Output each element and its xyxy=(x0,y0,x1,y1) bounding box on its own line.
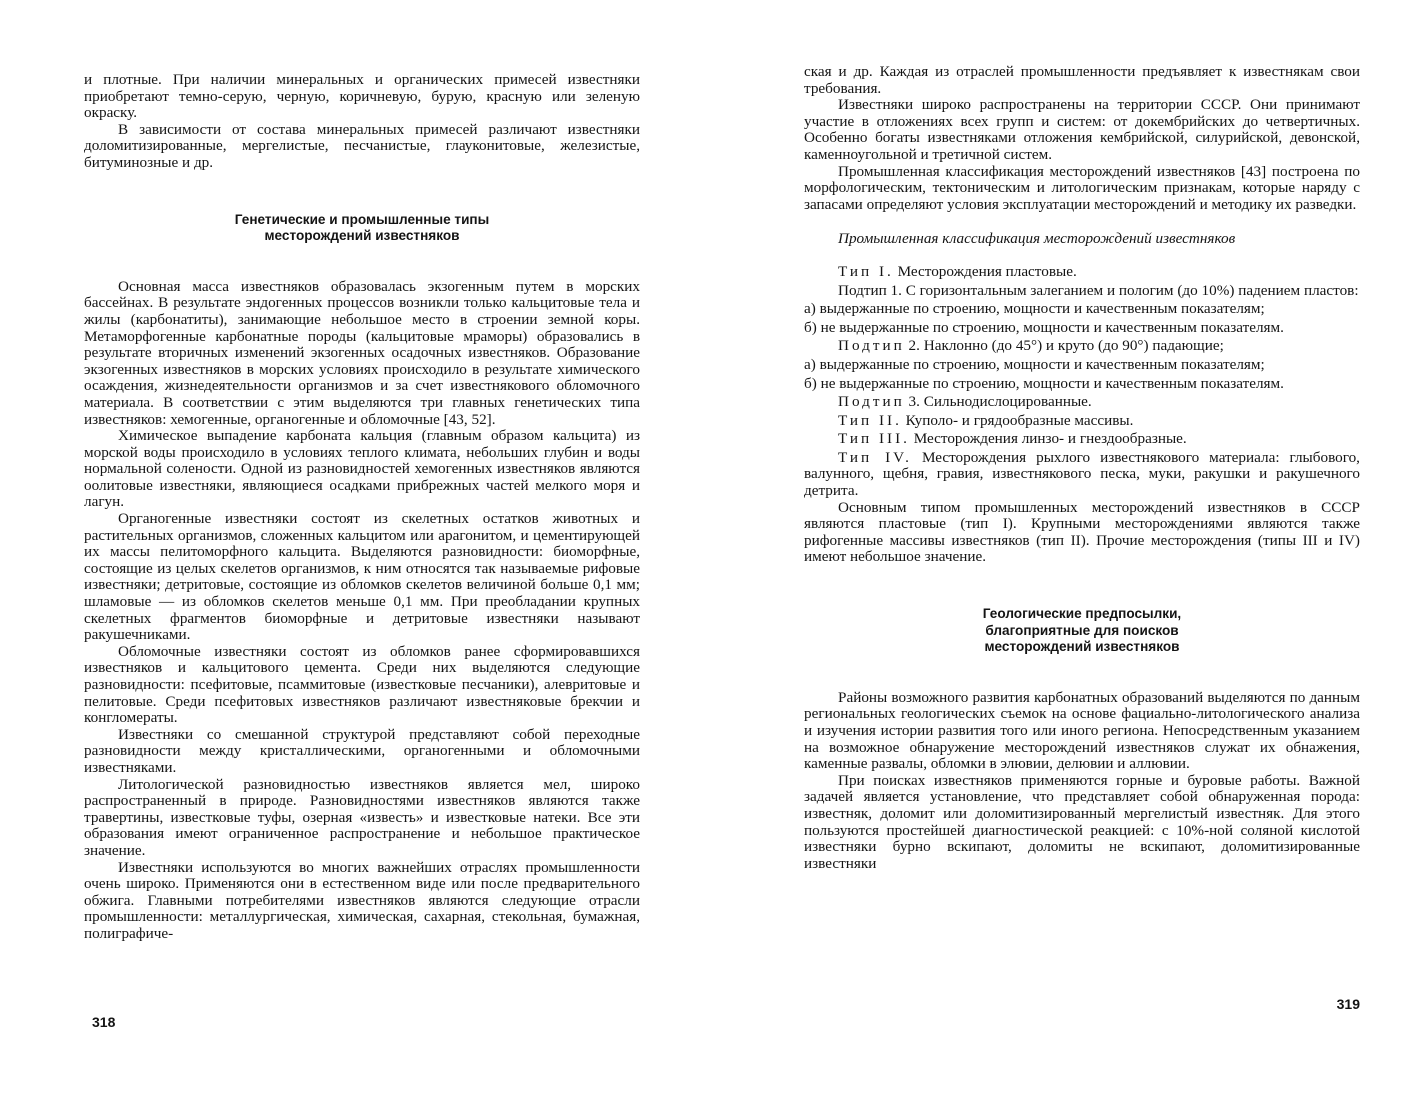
paragraph: ская и др. Каждая из отраслей промышленности предъявляет к известнякам свои требования. xyxy=(804,63,1360,97)
type-text: Месторождения рыхлого известнякового материала: глыбового, валунного, щебня, гравия, известнякового песка, муки, ракушки и ракушечного детрита. xyxy=(804,448,1360,500)
right-page-text xyxy=(804,64,1360,872)
subtype-text: 2. Наклонно (до 45°) и круто (до 90°) падающие; xyxy=(908,337,1224,355)
classification-item: а) выдержанные по строению, мощности и качественным показателям; xyxy=(804,300,1265,318)
heading-line: Генетические и промышленные типы xyxy=(234,211,490,227)
subtype-text: 3. Сильнодислоцированные. xyxy=(908,393,1092,411)
heading-line: благоприятные для поисков xyxy=(985,622,1179,638)
type-label: Тип II. xyxy=(838,411,902,429)
type-label: Тип I. xyxy=(838,262,894,280)
page-number: 318 xyxy=(92,1014,116,1030)
classification-item: б) не выдержанные по строению, мощности и качественным показателям. xyxy=(804,318,1284,336)
classification-item: а) выдержанные по строению, мощности и качественным показателям; xyxy=(804,355,1265,373)
subtype-label: Подтип xyxy=(838,393,905,411)
left-page xyxy=(84,0,640,1112)
paragraph: Основная масса известняков образовалась экзогенным путем в морских бассейнах. В результате эндогенных процессов возникли только кальцитовые тела и жилы (карбонатиты), занимающие небольшое место в строении земной коры. Метаморфогенные карбонатные породы (кальцитовые мраморы) образовались в результате вторичных изменений экзогенных осадочных известняков. Образование экзогенных известняков в морских условиях происходило в результате химического осаждения, жизнедеятельности организмов и за счет известнякового обломочного материала. В соответствии с этим выделяются три главных генетических типа известняков: хемогенные, органогенные и обломочные [43, 52]. xyxy=(84,277,640,428)
classification-item: Подтип 1. С горизонтальным залеганием и пологим (до 10%) падением пластов: xyxy=(838,281,1359,299)
paragraph: Органогенные известняки состоят из скелетных остатков животных и растительных организмов, сложенных кальцитом или арагонитом, и цементирующей их массы пелитоморфного кальцита. Выделяются разновидности: биоморфные, состоящие из целых скелетов организмов, к ним относятся так называемые рифовые известняки; детритовые, состоящие из обломков скелетов величиной больше 0,1 мм; шламовые — из обломков скелетов меньше 0,1 мм. При преобладании крупных скелетных фрагментов биоморфные и детритовые известняки называют ракушечниками. xyxy=(84,510,640,644)
type-text: Месторождения линзо- и гнездообразные. xyxy=(913,430,1187,448)
classification-item xyxy=(804,450,1360,500)
classification-item xyxy=(804,338,1360,355)
subtype-label: Подтип xyxy=(838,337,905,355)
type-text: Куполо- и грядообразные массивы. xyxy=(905,411,1134,429)
paragraph: Районы возможного развития карбонатных образований выделяются по данным региональных геологических съемок на основе фациально-литологического анализа и изучения истории развития того или иного региона. Непосредственным указанием на возможное обнаружение месторождений известняков служат их обнажения, каменные развалы, обломки в элювии, делювии и аллювии. xyxy=(804,688,1360,773)
type-text: Месторождения пластовые. xyxy=(897,262,1077,280)
classification-item: б) не выдержанные по строению, мощности и качественным показателям. xyxy=(804,374,1284,392)
classification-subheading: Промышленная классификация месторождений известняков xyxy=(838,230,1236,248)
type-label: Тип III. xyxy=(838,430,910,448)
paragraph: и плотные. При наличии минеральных и органических примесей известняки приобретают темно-серую, черную, коричневую, бурую, красную или зеленую окраску. xyxy=(84,71,640,122)
section-heading xyxy=(84,212,640,245)
heading-line: Геологические предпосылки, xyxy=(982,606,1182,622)
paragraph: Обломочные известняки состоят из обломков ранее сформировавшихся известняков и кальцитового цемента. Среди них выделяются следующие разновидности: псефитовые, псаммитовые (известковые песчаники), алевритовые и пелитовые. Среди псефитовых известняков различают известняковые брекчии и конгломераты. xyxy=(84,642,640,727)
classification-item xyxy=(804,413,1360,430)
classification-item xyxy=(804,264,1360,281)
classification-item xyxy=(804,394,1360,411)
paragraph: В зависимости от состава минеральных примесей различают известняки доломитизированные, мергелистые, песчанистые, глауконитовые, железистые, битуминозные и др. xyxy=(84,120,640,171)
type-label: Тип IV. xyxy=(838,448,912,466)
page-number: 319 xyxy=(1336,996,1360,1012)
paragraph: Химическое выпадение карбоната кальция (главным образом кальцита) из морской воды происходило в условиях теплого климата, небольших глубин и воды нормальной солености. Одной из разновидностей хемогенных известняков являются оолитовые известняки, являющиеся осадками прибрежных частей мелкого моря и лагун. xyxy=(84,427,640,511)
paragraph: Известняки со смешанной структурой представляют собой переходные разновидности между кристаллическими, органогенными и обломочными известняками. xyxy=(84,725,640,776)
heading-line: месторождений известняков xyxy=(264,228,460,244)
paragraph: Известняки широко распространены на территории СССР. Они принимают участие в отложениях всех групп и систем: от докембрийских до четвертичных. Особенно богаты известняками отложения кембрийской, силурийской, девонской, каменноугольной и третичной систем. xyxy=(804,96,1360,163)
paragraph: Основным типом промышленных месторождений известняков в СССР являются пластовые (тип I). Крупными месторождениями являются также рифогенные массивы известняков (тип II). Прочие месторождения (типы III и IV) имеют небольшое значение. xyxy=(804,498,1360,566)
heading-line: месторождений известняков xyxy=(984,639,1180,655)
left-page-text xyxy=(84,72,640,943)
paragraph: Промышленная классификация месторождений известняков [43] построена по морфологическим, тектоническим и литологическим признакам, которые наряду с запасами определяют условия эксплуатации месторождений и методику их разведки. xyxy=(804,162,1360,213)
paragraph: При поисках известняков применяются горные и буровые работы. Важной задачей является установление, что представляет собой обнаруженная порода: известняк, доломит или доломитизированный мергелистый известняк. Для этого пользуются простейшей диагностической реакцией: с 10%-ной соляной кислотой известняки бурно вскипают, доломиты не вскипают, доломитизированные известняки xyxy=(804,771,1360,872)
section-heading xyxy=(804,606,1360,656)
paragraph: Литологической разновидностью известняков является мел, широко распространенный в природе. Разновидностями известняков являются также травертины, известковые туфы, озерная «известь» и известковые натеки. Все эти образования имеют ограниченное распространение и небольшое практическое значение. xyxy=(84,775,640,859)
right-page xyxy=(804,0,1360,1112)
paragraph: Известняки используются во многих важнейших отраслях промышленности очень широко. Применяются они в естественном виде или после предварительного обжига. Главными потребителями известняков являются следующие отрасли промышленности: металлургическая, химическая, сахарная, стекольная, бумажная, полиграфиче- xyxy=(84,858,640,942)
classification-item xyxy=(804,431,1360,448)
